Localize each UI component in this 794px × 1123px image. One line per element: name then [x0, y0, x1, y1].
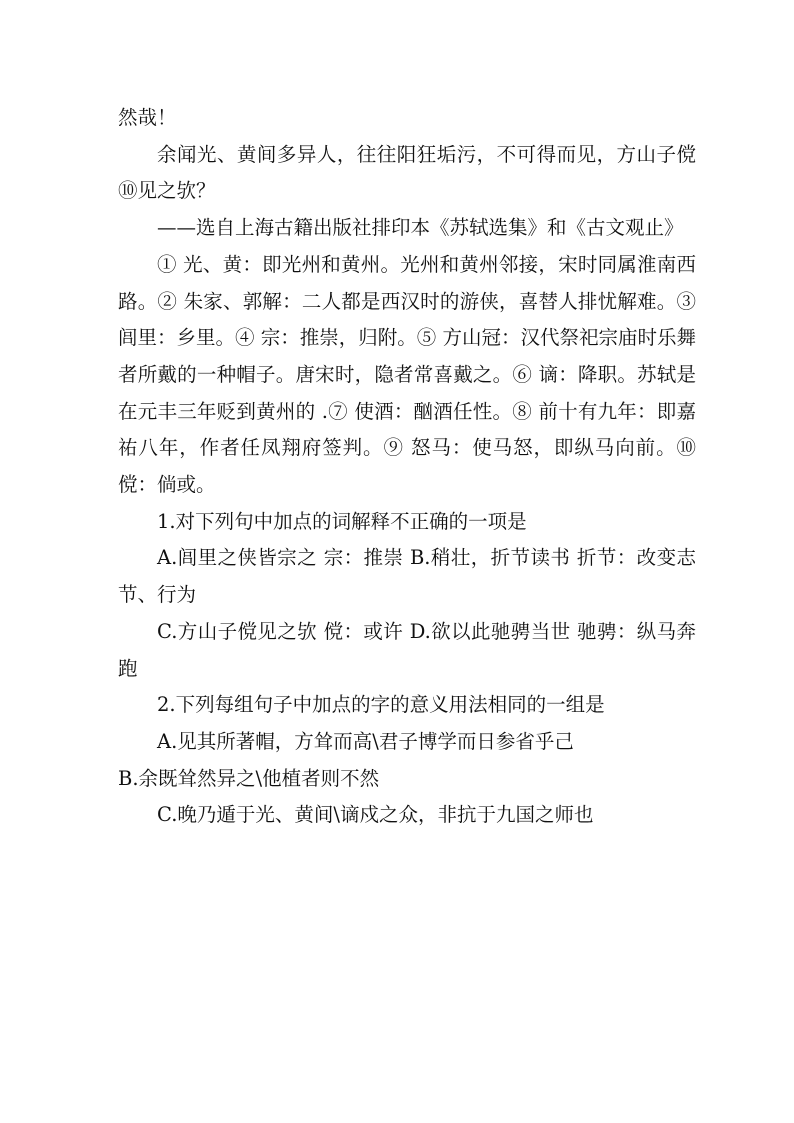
paragraph-closing-exclamation: 然哉！	[118, 106, 177, 129]
annotation-notes: ① 光、黄：即光州和黄州。光州和黄州邻接，宋时同属淮南西路。② 朱家、郭解：二人都是西汉时的游侠，喜替人排忧解难。③ 闾里：乡里。④ 宗：推崇，归附。⑤ 方山冠：汉代祭祀宗庙时乐舞者所戴的一种帽子。唐宋时，隐者常喜戴之。⑥ 谪：降职。苏轼是在元丰三年贬到黄州的 .⑦ 使酒：酗酒任性。⑧ 前十有九年：即嘉祐八年，作者任凤翔府签判。⑨ 怒马：使马怒，即纵马向前。⑩ 傥：倘或。	[118, 252, 696, 497]
question-1-options-c-d: C.方山子傥见之欤 傥：或许 D.欲以此驰骋当世 驰骋：纵马奔跑	[118, 619, 696, 680]
question-2-option-c: C.晚乃遁于光、黄间\谪戍之众，非抗于九国之师也	[157, 803, 594, 827]
source-citation: ——选自上海古籍出版社排印本《苏轼选集》和《古文观止》	[157, 216, 684, 240]
question-2-option-b: B.余既耸然异之\他植者则不然	[118, 766, 380, 790]
question-1-stem: 1.对下列句中加点的词解释不正确的一项是	[157, 509, 527, 533]
question-2-option-a: A.见其所著帽，方耸而高\君子博学而日参省乎己	[157, 729, 574, 753]
question-2-stem: 2.下列每组句子中加点的字的意义用法相同的一组是	[157, 693, 605, 717]
question-1-options-a-b: A.闾里之侠皆宗之 宗：推崇 B.稍壮，折节读书 折节：改变志节、行为	[118, 546, 696, 607]
document-body	[118, 100, 696, 834]
paragraph-author-remark: 余闻光、黄间多异人，往往阳狂垢污，不可得而见，方山子傥⑩见之欤？	[118, 142, 696, 203]
